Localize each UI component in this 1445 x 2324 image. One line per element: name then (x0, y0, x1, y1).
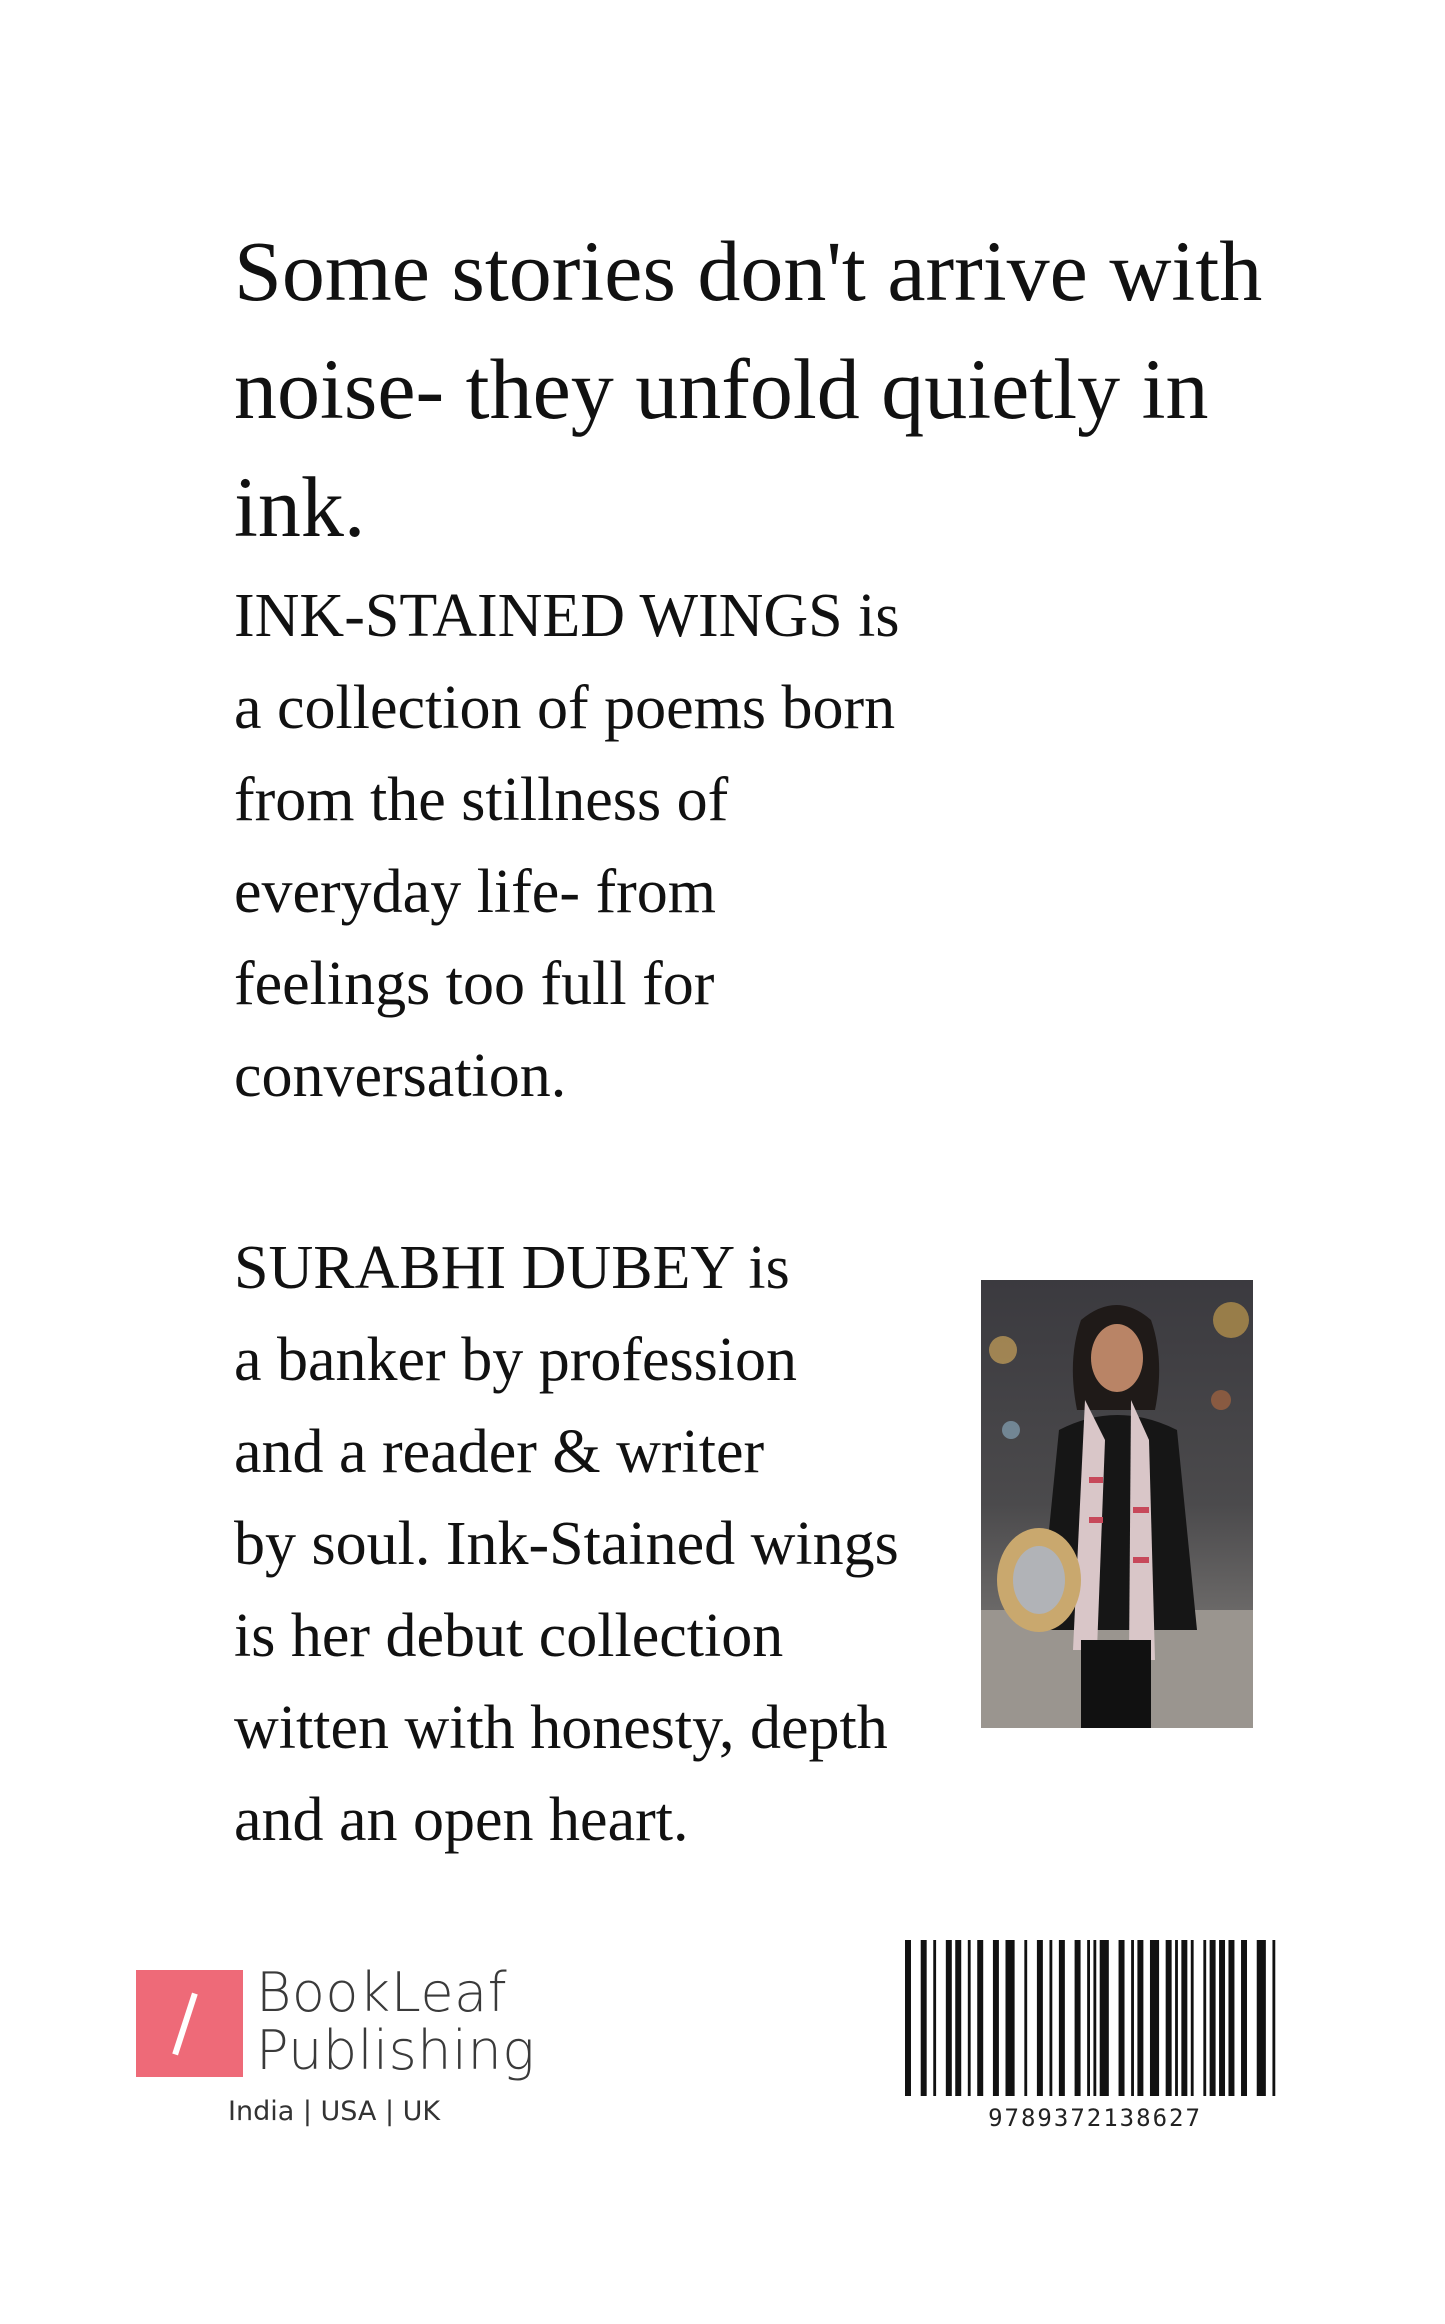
isbn-number: 9789372138627 (988, 2104, 1202, 2132)
description-line: feelings too full for (234, 950, 715, 1018)
description-line: from the stillness of (234, 766, 729, 834)
bio-line: a banker by profession (234, 1326, 797, 1394)
barcode-bar (1059, 1940, 1065, 2096)
barcode-bar (1175, 1940, 1178, 2096)
publisher-logo (136, 1961, 556, 2130)
barcode-bar (1181, 1940, 1187, 2096)
barcode-bar (977, 1940, 983, 2096)
isbn-barcode (905, 1940, 1285, 2140)
barcode-bar (1191, 1940, 1194, 2096)
barcode-icon (905, 1940, 1285, 2096)
author-photo (981, 1280, 1253, 1728)
barcode-bar (1100, 1940, 1109, 2096)
barcode-bar (1119, 1940, 1125, 2096)
book-description (234, 570, 900, 1122)
tagline: Some stories don't arrive with noise- they unfold quietly in ink. (234, 223, 1263, 555)
bio-line: and a reader & writer (234, 1418, 765, 1486)
barcode-bar (1024, 1940, 1027, 2096)
barcode-bar (1131, 1940, 1134, 2096)
description-line: a collection of poems born (234, 674, 896, 742)
author-bio (234, 1222, 899, 1866)
barcode-bar (1006, 1940, 1015, 2096)
barcode-bar (955, 1940, 961, 2096)
description-line: conversation. (234, 1042, 567, 1110)
barcode-bar (993, 1940, 999, 2096)
barcode-bar (933, 1940, 936, 2096)
barcode-bar (1219, 1940, 1225, 2096)
description-line: INK-STAINED WINGS is (234, 582, 900, 650)
publisher-name (256, 1961, 536, 2082)
barcode-bar (946, 1940, 952, 2096)
barcode-bar (921, 1940, 927, 2096)
bio-line: witten with honesty, depth (234, 1694, 888, 1762)
slash-icon (172, 1993, 197, 2056)
logo-mark (136, 1970, 243, 2077)
barcode-bar (1037, 1940, 1043, 2096)
barcode-bar (1166, 1940, 1172, 2096)
bio-line: by soul. Ink-Stained wings (234, 1510, 899, 1578)
barcode-bar (1257, 1940, 1266, 2096)
publisher-name-line1: BookLeaf (256, 1961, 508, 2024)
description-line: everyday life- from (234, 858, 716, 926)
barcode-bar (1150, 1940, 1159, 2096)
barcode-bar (1049, 1940, 1052, 2096)
barcode-bar (1203, 1940, 1206, 2096)
bio-line: SURABHI DUBEY is (234, 1234, 790, 1302)
bio-line: is her debut collection (234, 1602, 784, 1670)
barcode-bar (1210, 1940, 1216, 2096)
barcode-bar (1093, 1940, 1096, 2096)
barcode-bar (1272, 1940, 1275, 2096)
barcode-bar (1228, 1940, 1234, 2096)
bio-line: and an open heart. (234, 1786, 689, 1854)
publisher-regions: India | USA | UK (228, 2096, 441, 2127)
barcode-bar (1087, 1940, 1090, 2096)
publisher-name-line2: Publishing (256, 2019, 536, 2082)
barcode-bar (905, 1940, 911, 2096)
barcode-bar (1241, 1940, 1247, 2096)
barcode-bar (968, 1940, 971, 2096)
barcode-bar (1075, 1940, 1081, 2096)
barcode-bar (1137, 1940, 1143, 2096)
